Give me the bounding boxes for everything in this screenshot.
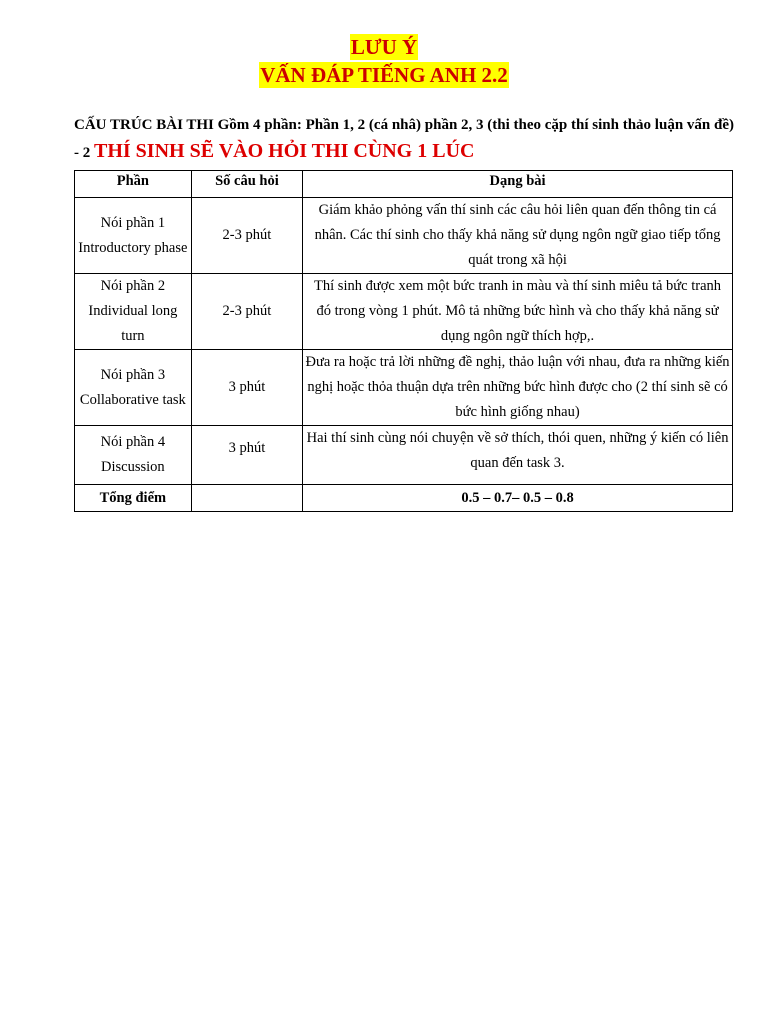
- table-row: [75, 198, 733, 274]
- part-name: Nói phần 2: [100, 278, 166, 294]
- part-subtitle: Collaborative task: [79, 391, 186, 408]
- time-cell: 3 phút: [191, 426, 302, 485]
- total-row: [75, 485, 733, 512]
- document-title: [0, 34, 768, 90]
- part-cell: [75, 198, 192, 274]
- time-cell: 2-3 phút: [191, 274, 302, 350]
- part-cell: [75, 274, 192, 350]
- table-row: [75, 274, 733, 350]
- table-row: [75, 426, 733, 485]
- header-questions: Số câu hỏi: [191, 171, 302, 198]
- description-cell: Thí sinh được xem một bức tranh in màu và thí sinh miêu tả bức tranh đó trong vòng 1 phút. Mô tả những bức hình và cho thấy khả năng sử dụng ngôn ngữ thích hợp,.: [303, 274, 733, 350]
- table-header-row: [75, 171, 733, 198]
- part-subtitle: Individual long turn: [88, 303, 178, 344]
- title-line-2: VẤN ĐÁP TIẾNG ANH 2.2: [260, 63, 508, 87]
- time-cell: 2-3 phút: [191, 198, 302, 274]
- description-cell: Giám khảo phỏng vấn thí sinh các câu hỏi liên quan đến thông tin cá nhân. Các thí sinh cho thấy khả năng sử dụng ngôn ngữ giao tiếp tổng quát trong xã hội: [303, 198, 733, 274]
- part-cell: [75, 350, 192, 426]
- part-subtitle: Introductory phase: [78, 239, 188, 256]
- header-task-type: Dạng bài: [303, 171, 733, 198]
- description-cell: Hai thí sinh cùng nói chuyện về sở thích, thói quen, những ý kiến có liên quan đến task 3.: [303, 426, 733, 485]
- title-line-1: LƯU Ý: [350, 35, 418, 59]
- table-row: [75, 350, 733, 426]
- part-name: Nói phần 3: [100, 366, 166, 383]
- intro-text: CẤU TRÚC BÀI THI Gồm 4 phần: Phần 1, 2 (cá nhâ) phần 2, 3 (thi theo cặp thí sinh thảo luận vấn đề) - 2: [74, 117, 734, 161]
- header-part: Phần: [75, 171, 192, 198]
- intro-emphasis: THÍ SINH SẼ VÀO HỎI THI CÙNG 1 LÚC: [94, 140, 475, 162]
- total-time: [191, 485, 302, 512]
- part-name: Nói phần 4: [100, 434, 166, 450]
- exam-structure-intro: [74, 112, 734, 166]
- part-name: Nói phần 1: [100, 214, 166, 231]
- description-cell: Đưa ra hoặc trả lời những đề nghị, thảo luận với nhau, đưa ra những kiến nghị hoặc thỏa thuận dựa trên những bức hình được cho (2 thí sinh sẽ có bức hình giống nhau): [303, 350, 733, 426]
- exam-structure-table: [74, 170, 733, 512]
- total-label: Tổng điểm: [75, 485, 192, 512]
- part-cell: [75, 426, 192, 485]
- part-subtitle: Discussion: [101, 459, 165, 475]
- time-cell: 3 phút: [191, 350, 302, 426]
- total-value: 0.5 – 0.7– 0.5 – 0.8: [303, 485, 733, 512]
